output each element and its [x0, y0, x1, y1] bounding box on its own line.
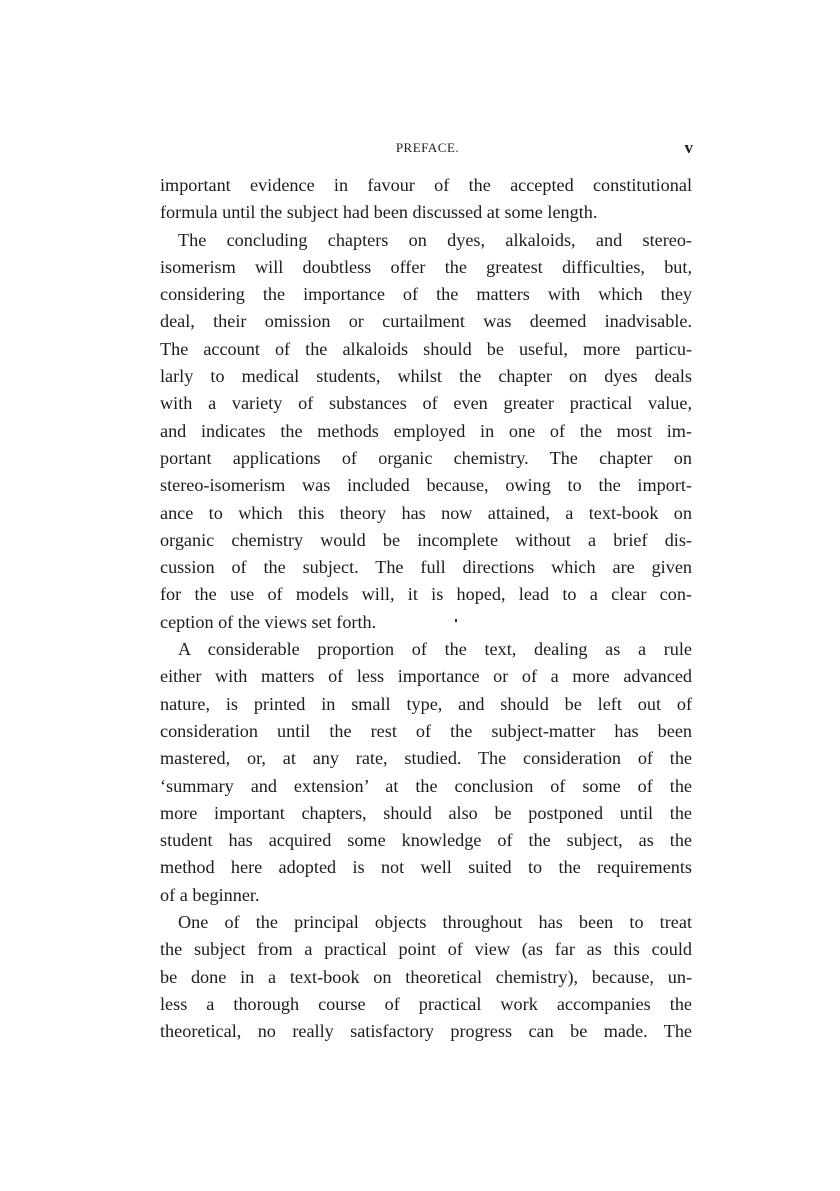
- text-line: considering the importance of the matters with which they: [160, 284, 692, 305]
- page-number: v: [684, 138, 693, 157]
- paragraph-first-line: A considerable proportion of the text, dealing as a rule: [178, 639, 692, 660]
- text-line: stereo-isomerism was included because, owing to the import-: [160, 475, 692, 496]
- text-line: student has acquired some knowledge of the subject, as the: [160, 830, 692, 851]
- text-line: with a variety of substances of even greater practical value,: [160, 393, 692, 414]
- text-line: ception of the views set forth.: [160, 611, 377, 632]
- text-line: mastered, or, at any rate, studied. The consideration of the: [160, 748, 692, 769]
- running-head: [160, 140, 695, 164]
- text-line: method here adopted is not well suited to the requirements: [160, 857, 692, 878]
- text-line: ‘summary and extension’ at the conclusion of some of the: [160, 775, 692, 796]
- text-line: less a thorough course of practical work accompanies the: [160, 993, 692, 1014]
- text-line: ance to which this theory has now attained, a text-book on: [160, 502, 692, 523]
- paragraph-first-line: The concluding chapters on dyes, alkaloids, and stereo-: [178, 229, 692, 250]
- body-text: [160, 172, 692, 1046]
- text-line: isomerism will doubtless offer the greatest difficulties, but,: [160, 256, 692, 277]
- text-line: nature, is printed in small type, and should be left out of: [160, 693, 692, 714]
- text-line: the subject from a practical point of view (as far as this could: [160, 939, 692, 960]
- text-line: deal, their omission or curtailment was deemed inadvisable.: [160, 311, 692, 332]
- text-line: cussion of the subject. The full directions which are given: [160, 557, 692, 578]
- text-line: portant applications of organic chemistry. The chapter on: [160, 447, 692, 468]
- text-line: formula until the subject had been discussed at some length.: [160, 202, 598, 223]
- text-line: larly to medical students, whilst the chapter on dyes deals: [160, 366, 692, 387]
- text-line: The account of the alkaloids should be useful, more particu-: [160, 338, 692, 359]
- text-line: more important chapters, should also be postponed until the: [160, 802, 692, 823]
- text-line: and indicates the methods employed in one of the most im-: [160, 420, 692, 441]
- paragraph-first-line: One of the principal objects throughout has been to treat: [178, 912, 692, 933]
- text-line: organic chemistry would be incomplete without a brief dis-: [160, 529, 692, 550]
- text-line: consideration until the rest of the subject-matter has been: [160, 720, 692, 741]
- text-line: be done in a text-book on theoretical chemistry), because, un-: [160, 966, 692, 987]
- text-line: either with matters of less importance or of a more advanced: [160, 666, 692, 687]
- running-title: PREFACE.: [395, 140, 460, 155]
- text-line: important evidence in favour of the accepted constitutional: [160, 175, 692, 195]
- text-line: of a beginner.: [160, 884, 260, 905]
- text-line: theoretical, no really satisfactory progress can be made. The: [160, 1021, 692, 1042]
- text-line: for the use of models will, it is hoped, lead to a clear con-: [160, 584, 692, 605]
- ink-speck: [455, 619, 457, 622]
